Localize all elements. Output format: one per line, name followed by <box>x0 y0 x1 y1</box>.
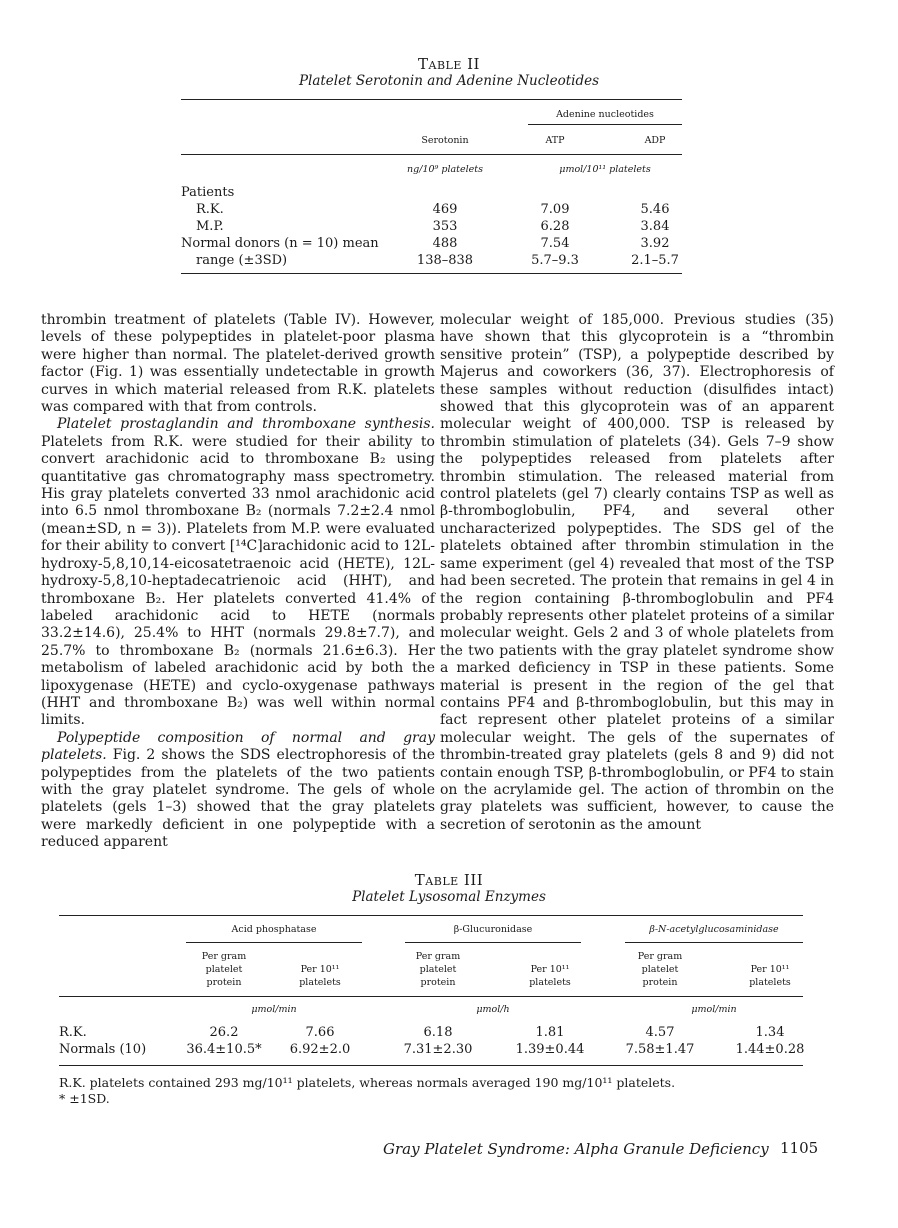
table2-col-atp: ATP <box>545 135 565 146</box>
table2-cell-serotonin: 488 <box>432 236 458 251</box>
table3-cell: 6.92±2.0 <box>289 1042 351 1057</box>
table3-subheader: Per gram platelet protein <box>637 951 683 988</box>
table2-row-label: Patients <box>181 185 235 200</box>
table2-cell-adp: 3.84 <box>640 219 670 234</box>
table2-cell-adp: 5.46 <box>640 202 670 217</box>
right-text-column <box>440 312 834 834</box>
table3-cell: 1.81 <box>535 1025 565 1040</box>
table3-unit: μmol/min <box>251 1004 297 1015</box>
table3-cell: 1.39±0.44 <box>515 1042 585 1057</box>
table3-cell: 1.44±0.28 <box>735 1042 805 1057</box>
table2-header-rule <box>181 154 682 155</box>
table3-cell: 7.31±2.30 <box>403 1042 473 1057</box>
table2-cell-atp: 5.7–9.3 <box>531 253 579 268</box>
paragraph: molecular weight of 185,000. Previous studies (35) have shown that this glycoprotein is a “thrombin sensitive protein” (TSP), a polypeptide described by Majerus and coworkers (36, 37). Electrophoresis of these samples without reduction (disulfides intact) showed that this glycoprotein was of an apparent molecular weight of 400,000. TSP is released by thrombin stimulation of platelets (34). Gels 7–9 show the polypeptides released from platelets after thrombin stimulation. The released material from control platelets (gel 7) clearly contains TSP as well as β-thromboglobulin, PF4, and several other uncharacterized polypeptides. The SDS gel of the platelets obtained after thrombin stimulation in the same experiment (gel 4) revealed that most of the TSP had been secreted. The protein that remains in gel 4 in the region containing β-thromboglobulin and PF4 probably represents other platelet proteins of a similar molecular weight. Gels 2 and 3 of whole platelets from the two patients with the gray platelet syndrome show a marked deficiency in TSP in these patients. Some material is present in the region of the gel that contains PF4 and β-thromboglobulin, but this may in fact represent other platelet proteins of a similar molecular weight. The gels of the supernates of thrombin-treated gray platelets (gels 8 and 9) did not contain enough TSP, β-thromboglobulin, or PF4 to stain on the acrylamide gel. The action of thrombin on the gray platelets was sufficient, however, to cause the secretion of serotonin as the amount <box>440 312 834 833</box>
table2-row-label: R.K. <box>196 202 224 217</box>
paragraph: thrombin treatment of platelets (Table IV). However, levels of these polypeptides in platelet-poor plasma were higher than normal. The platelet-derived growth factor (Fig. 1) was essentially undetectable in growth curves in which material released from R.K. platelets was compared with that from controls. <box>41 312 435 416</box>
table3-cell: 7.66 <box>305 1025 335 1040</box>
table3-group-header: Acid phosphatase <box>231 924 317 935</box>
table3-subheader: Per 10¹¹ platelets <box>749 964 791 988</box>
table3-group-rule <box>186 942 362 943</box>
table3-cell: 1.34 <box>755 1025 785 1040</box>
table3-header-rule <box>59 996 803 997</box>
table2-cell-adp: 2.1–5.7 <box>631 253 679 268</box>
table3-row-label: Normals (10) <box>59 1042 147 1057</box>
table2-cell-atp: 7.54 <box>540 236 570 251</box>
table2-subtitle: Platelet Serotonin and Adenine Nucleotides <box>298 73 600 89</box>
table2-cell-atp: 6.28 <box>540 219 570 234</box>
table2-cell-serotonin: 138–838 <box>416 253 474 268</box>
section-heading: Polypeptide composition of normal and gray platelets. <box>41 729 435 764</box>
table2-unit-serotonin: ng/10⁹ platelets <box>407 164 483 175</box>
paragraph-text: Fig. 2 shows the SDS electrophoresis of the polypeptides from the platelets of the two patients with the gray platelet syndrome. The gels of whole platelets (gels 1–3) showed that the gray platelets were markedly deficient in one polypeptide with a reduced apparent <box>41 747 435 851</box>
table3-top-rule <box>59 915 803 916</box>
table3-cell: 36.4±10.5* <box>186 1042 262 1057</box>
table3-subtitle: Platelet Lysosomal Enzymes <box>352 889 546 905</box>
table3-group-header: β-Glucuronidase <box>453 924 533 935</box>
section-heading: Platelet prostaglandin and thromboxane synthesis. <box>57 416 435 433</box>
paragraph <box>41 730 435 852</box>
table3-subheader: Per gram platelet protein <box>415 951 461 988</box>
table2-cell-serotonin: 353 <box>432 219 458 234</box>
table3-cell: 26.2 <box>209 1025 239 1040</box>
table2-row-label: M.P. <box>196 219 224 234</box>
table2-cell-atp: 7.09 <box>540 202 570 217</box>
table3-unit: μmol/min <box>691 1004 737 1015</box>
table2-group-header: Adenine nucleotides <box>556 109 654 120</box>
table3-subheader: Per 10¹¹ platelets <box>529 964 571 988</box>
table3-subheader: Per 10¹¹ platelets <box>299 964 341 988</box>
table3-group-rule <box>405 942 581 943</box>
table3-cell: 4.57 <box>645 1025 675 1040</box>
table2-cell-adp: 3.92 <box>640 236 670 251</box>
table2-group-rule <box>528 124 682 125</box>
table2-row-label: Normal donors (n = 10) mean <box>181 236 379 251</box>
table2-title: Table II <box>418 55 480 73</box>
left-text-column <box>41 312 435 852</box>
table2-col-serotonin: Serotonin <box>421 135 469 146</box>
table2-row-label: range (±3SD) <box>196 253 288 268</box>
paragraph <box>41 416 435 729</box>
table3-cell: 7.58±1.47 <box>625 1042 695 1057</box>
paragraph-text: Platelets from R.K. were studied for their ability to convert arachidonic acid to thromboxane B₂ using quantitative gas chromatography mass spectrometry. His gray platelets converted 33 nmol arachidonic acid into 6.5 nmol thromboxane B₂ (normals 7.2±2.4 nmol (mean±SD, n = 3)). Platelets from M.P. were evaluated for their ability to convert [¹⁴C]arachidonic acid to 12L-hydroxy-5,8,10,14-eicosatetraenoic acid (HETE), 12L-hydroxy-5,8,10-heptadecatrienoic acid (HHT), and thromboxane B₂. Her platelets converted 41.4% of labeled arachidonic acid to HETE (normals 33.2±14.6), 25.4% to HHT (normals 29.8±7.7), and 25.7% to thromboxane B₂ (normals 21.6±6.3). Her metabolism of labeled arachidonic acid by both the lipoxygenase (HETE) and cyclo-oxygenase pathways (HHT and thromboxane B₂) was well within normal limits. <box>41 433 435 729</box>
table3-group-rule <box>625 942 803 943</box>
page-number: 1105 <box>780 1139 819 1157</box>
table2-top-rule <box>181 99 682 100</box>
table3-footnote-asterisk: * ±1SD. <box>59 1091 110 1106</box>
table2-col-adp: ADP <box>644 135 666 146</box>
table3-title: Table III <box>414 871 484 889</box>
table2-bottom-rule <box>181 273 682 274</box>
table3-subheader: Per gram platelet protein <box>201 951 247 988</box>
table3-cell: 6.18 <box>423 1025 453 1040</box>
table3-row-label: R.K. <box>59 1025 87 1040</box>
table3-group-header: β-N-acetylglucosaminidase <box>649 924 779 935</box>
table3-footnote: R.K. platelets contained 293 mg/10¹¹ platelets, whereas normals averaged 190 mg/10¹¹ platelets. <box>59 1075 676 1090</box>
table2-cell-serotonin: 469 <box>432 202 458 217</box>
running-title: Gray Platelet Syndrome: Alpha Granule Deficiency <box>383 1140 769 1158</box>
table3-unit: μmol/h <box>476 1004 510 1015</box>
table2-unit-nucleotides: μmol/10¹¹ platelets <box>559 164 651 175</box>
table3-bottom-rule <box>59 1065 803 1066</box>
